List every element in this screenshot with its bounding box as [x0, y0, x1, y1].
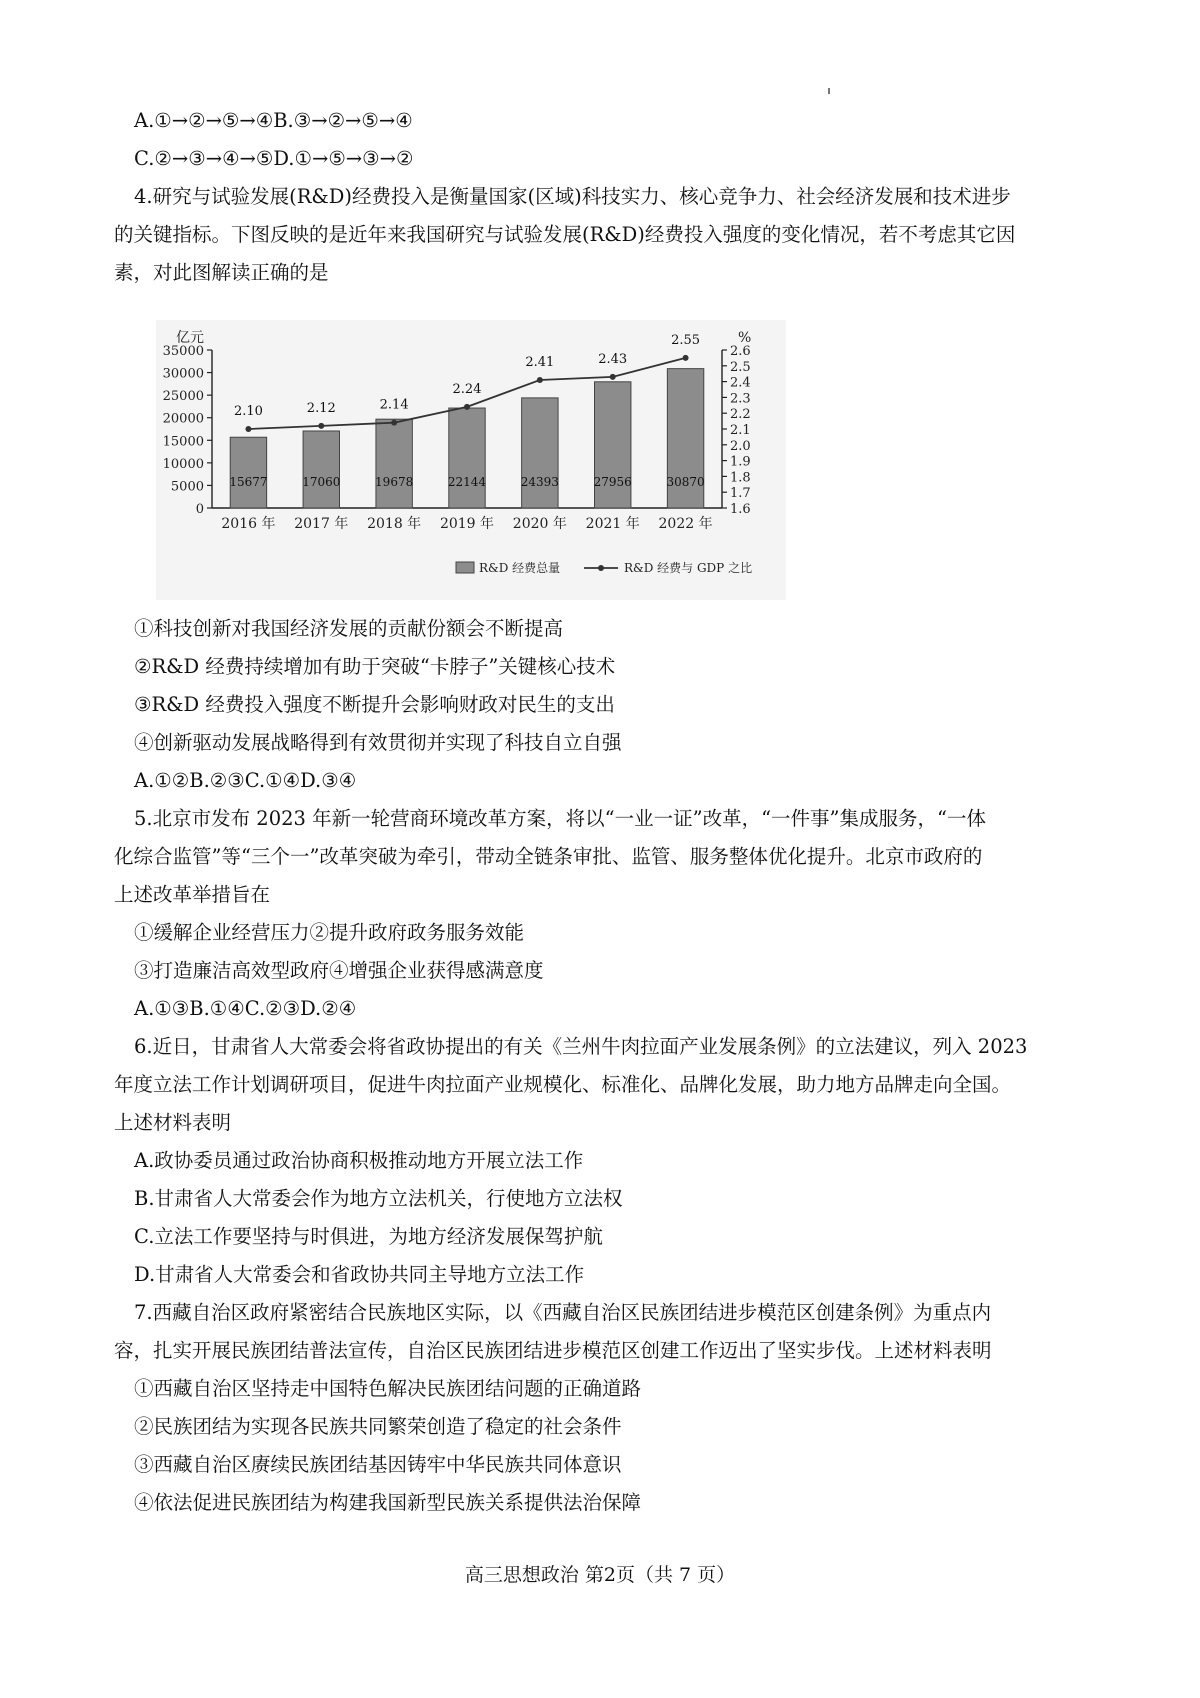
legend-line-label: R&D 经费与 GDP 之比	[624, 561, 753, 575]
right-tick-label: 2.0	[730, 438, 751, 454]
q4-item-4: ④创新驱动发展战略得到有效贯彻并实现了科技自立自强	[134, 731, 622, 754]
legend-bar-label: R&D 经费总量	[479, 561, 561, 575]
bar	[522, 398, 558, 508]
right-tick-label: 2.1	[730, 423, 751, 438]
right-tick-label: 2.6	[730, 344, 751, 359]
q6-stem-line-1: 6.近日，甘肃省人大常委会将省政协提出的有关《兰州牛肉拉面产业发展条例》的立法建议，列入 2023	[134, 1035, 1028, 1058]
bar-value-label: 22144	[447, 475, 487, 489]
q5-stem-line-3: 上述改革举措旨在	[114, 883, 271, 906]
q4-stem-line-3: 素，对此图解读正确的是	[114, 261, 329, 284]
left-tick-label: 10000	[162, 456, 204, 472]
ratio-point	[391, 420, 397, 426]
left-axis-unit: 亿元	[176, 330, 204, 346]
bar-value-label: 24393	[520, 475, 559, 489]
legend-line-marker	[598, 565, 604, 571]
legend-bar-swatch	[456, 562, 474, 573]
right-tick-label: 1.8	[730, 470, 751, 486]
q4-stem-line-1: 4.研究与试验发展(R&D)经费投入是衡量国家(区域)科技实力、核心竞争力、社会经济发展和技术进步	[134, 185, 1011, 208]
right-tick-label: 2.5	[730, 359, 751, 375]
ratio-value-label: 2.10	[233, 404, 263, 419]
left-tick-label: 5000	[170, 479, 204, 495]
bar	[230, 437, 266, 508]
q6-stem-line-2: 年度立法工作计划调研项目，促进牛肉拉面产业规模化、标准化、品牌化发展，助力地方品牌走向全国。	[114, 1073, 1012, 1096]
q5-items-line-2: ③打造廉洁高效型政府④增强企业获得感满意度	[134, 959, 544, 982]
q7-stem-line-2: 容，扎实开展民族团结普法宣传，自治区民族团结进步模范区创建工作迈出了坚实步伐。上述材料表明	[114, 1339, 992, 1362]
q6-option-a: A.政协委员通过政治协商积极推动地方开展立法工作	[134, 1149, 584, 1172]
ratio-point	[318, 423, 324, 429]
right-tick-label: 1.6	[730, 502, 751, 517]
right-tick-label: 2.4	[730, 375, 751, 391]
left-tick-label: 30000	[162, 366, 204, 382]
q7-item-4: ④依法促进民族团结为构建我国新型民族关系提供法治保障	[134, 1491, 642, 1514]
q7-item-1: ①西藏自治区坚持走中国特色解决民族团结问题的正确道路	[134, 1377, 642, 1400]
q7-item-3: ③西藏自治区赓续民族团结基因铸牢中华民族共同体意识	[134, 1453, 622, 1476]
q4-item-3: ③R&D 经费投入强度不断提升会影响财政对民生的支出	[134, 693, 615, 716]
ratio-point	[464, 404, 470, 410]
q5-stem-line-1: 5.北京市发布 2023 年新一轮营商环境改革方案，将以“一业一证”改革，“一件事”集成服务，“一体	[134, 807, 986, 830]
q5-items-line-1: ①缓解企业经营压力②提升政府政务服务效能	[134, 921, 525, 944]
q3-options-line-2: C.②→③→④→⑤D.①→⑤→③→②	[134, 147, 414, 170]
bar	[449, 408, 485, 508]
page-footer: 高三思想政治 第2页（共 7 页）	[464, 1564, 736, 1586]
rd-expenditure-chart	[156, 320, 786, 600]
q7-item-2: ②民族团结为实现各民族共同繁荣创造了稳定的社会条件	[134, 1415, 622, 1438]
q6-option-b: B.甘肃省人大常委会作为地方立法机关，行使地方立法权	[134, 1187, 623, 1210]
q4-stem-line-2: 的关键指标。下图反映的是近年来我国研究与试验发展(R&D)经费投入强度的变化情况，若不考虑其它因	[114, 223, 1016, 246]
x-tick-label: 2019 年	[439, 516, 495, 532]
bar-value-label: 15677	[229, 475, 268, 489]
x-tick-label: 2020 年	[512, 516, 567, 532]
q5-stem-line-2: 化综合监管”等“三个一”改革突破为牵引，带动全链条审批、监管、服务整体优化提升。北京市政府的	[114, 845, 983, 868]
q6-option-d: D.甘肃省人大常委会和省政协共同主导地方立法工作	[134, 1263, 585, 1286]
right-axis-unit: %	[738, 330, 752, 346]
left-tick-label: 15000	[162, 434, 204, 450]
x-tick-label: 2021 年	[585, 516, 640, 532]
right-tick-label: 2.2	[730, 407, 751, 423]
ratio-point	[683, 355, 689, 361]
bar	[376, 419, 412, 508]
left-tick-label: 0	[195, 502, 204, 517]
q7-stem-line-1: 7.西藏自治区政府紧密结合民族地区实际，以《西藏自治区民族团结进步模范区创建条例》为重点内	[134, 1301, 992, 1324]
ratio-value-label: 2.24	[452, 381, 482, 397]
ratio-value-label: 2.41	[525, 355, 555, 371]
ratio-value-label: 2.12	[306, 400, 336, 416]
ratio-value-label: 2.14	[379, 397, 409, 413]
right-tick-label: 1.7	[730, 486, 751, 502]
q4-item-2: ②R&D 经费持续增加有助于突破“卡脖子”关键核心技术	[134, 655, 616, 678]
bar-value-label: 17060	[302, 475, 341, 489]
q6-option-c: C.立法工作要坚持与时俱进，为地方经济发展保驾护航	[134, 1225, 603, 1248]
ratio-value-label: 2.55	[671, 332, 701, 348]
ratio-point	[537, 377, 543, 383]
right-tick-label: 2.3	[730, 391, 751, 407]
x-tick-label: 2016 年	[221, 516, 276, 532]
ratio-value-label: 2.43	[598, 351, 628, 367]
left-tick-label: 25000	[162, 389, 204, 405]
ratio-point	[610, 374, 616, 380]
x-tick-label: 2018 年	[367, 516, 422, 532]
q3-options-line-1: A.①→②→⑤→④B.③→②→⑤→④	[134, 109, 413, 132]
bar-value-label: 19678	[375, 475, 414, 489]
q4-options: A.①②B.②③C.①④D.③④	[134, 769, 357, 792]
right-tick-label: 1.9	[730, 454, 751, 470]
x-tick-label: 2022 年	[658, 516, 713, 532]
bar-value-label: 30870	[666, 475, 705, 489]
q4-item-1: ①科技创新对我国经济发展的贡献份额会不断提高	[134, 617, 564, 640]
bar	[595, 382, 631, 508]
scan-mark	[828, 88, 830, 94]
left-tick-label: 20000	[162, 411, 204, 427]
bar-value-label: 27956	[593, 475, 632, 489]
q5-options: A.①③B.①④C.②③D.②④	[134, 997, 357, 1020]
x-tick-label: 2017 年	[294, 516, 349, 532]
ratio-point	[245, 426, 251, 432]
left-tick-label: 35000	[162, 344, 204, 359]
bar	[303, 431, 339, 508]
q6-stem-line-3: 上述材料表明	[114, 1111, 232, 1134]
